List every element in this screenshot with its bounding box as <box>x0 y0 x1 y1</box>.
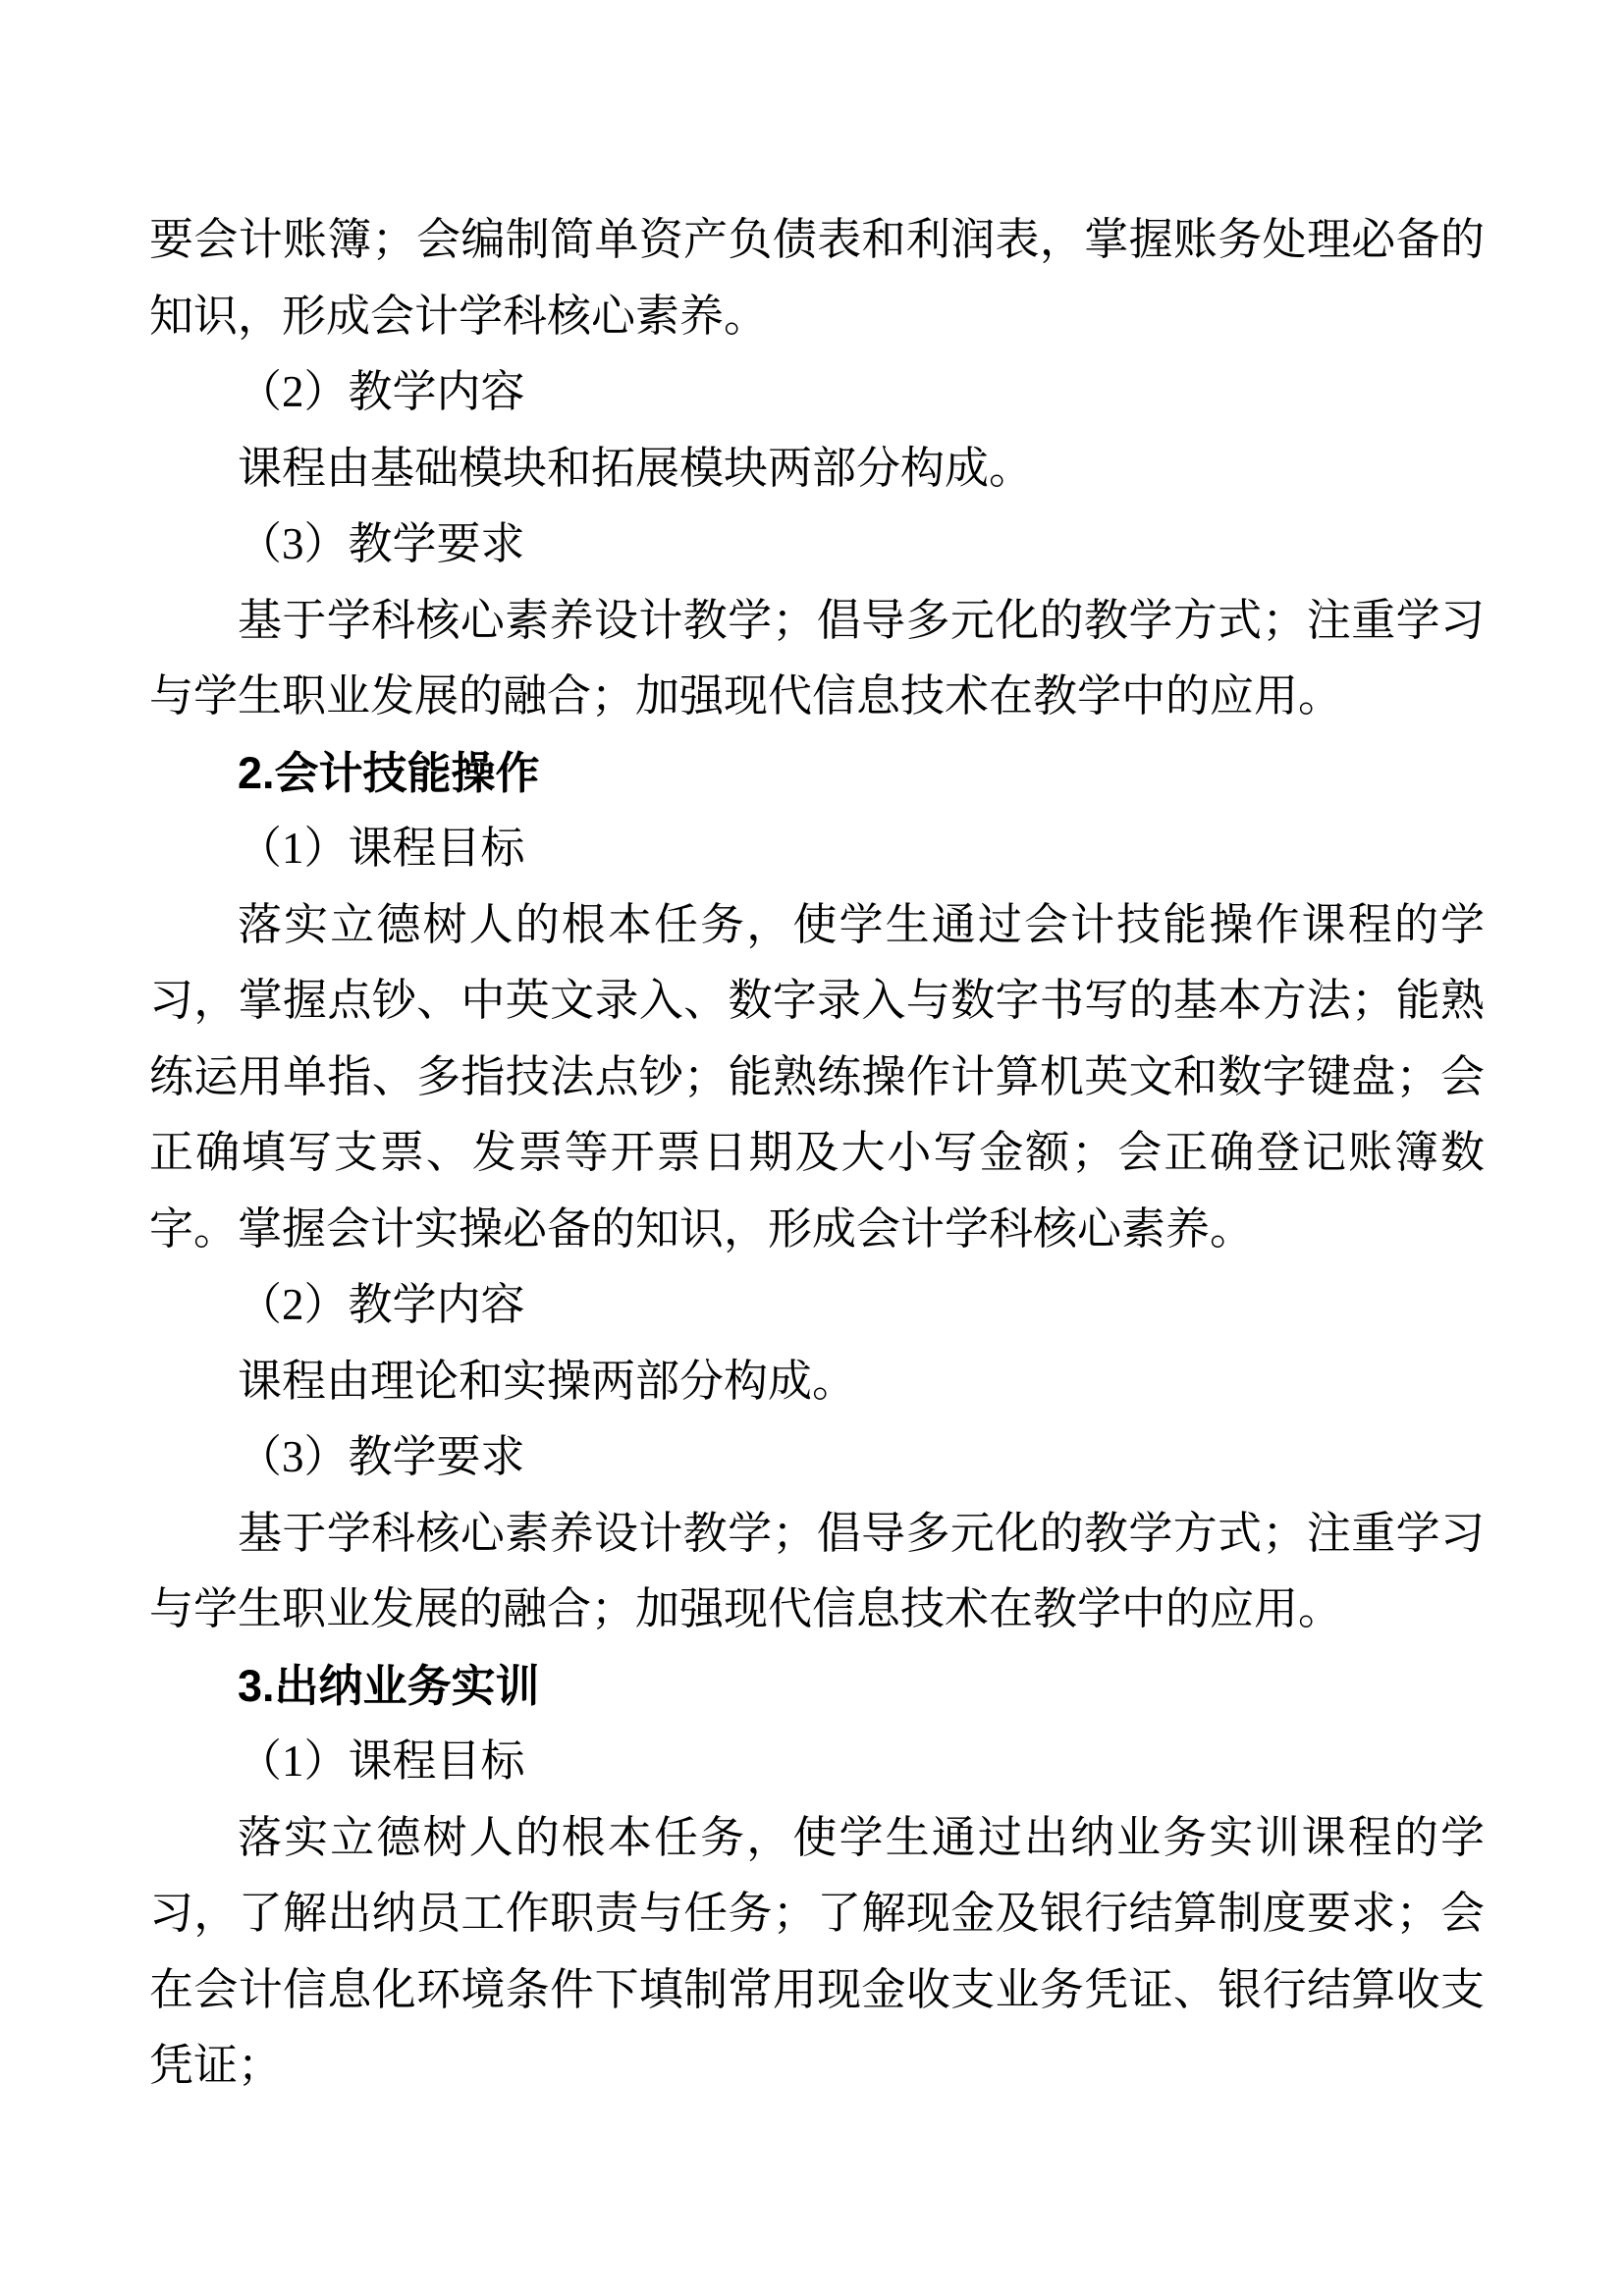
section-heading: 3.出纳业务实训 <box>238 1660 540 1711</box>
paragraph: 课程由理论和实操两部分构成。 <box>238 1356 857 1406</box>
paragraph: （2）教学内容 <box>238 1280 525 1329</box>
paragraph: （3）教学要求 <box>238 519 525 568</box>
paragraph: 落实立德树人的根本任务，使学生通过会计技能操作课程的学习，掌握点钞、中英文录入、数字录入与数字书写的基本方法；能熟练运用单指、多指技法点钞；能熟练操作计算机英文和数字键盘；会正确填写支票、发票等开票日期及大小写金额；会正确登记账簿数字。掌握会计实操必备的知识，形成会计学科核心素养。 <box>149 899 1485 1254</box>
paragraph: 要会计账簿；会编制简单资产负债表和利润表，掌握账务处理必备的知识，形成会计学科核心素养。 <box>149 215 1485 341</box>
paragraph: 基于学科核心素养设计教学；倡导多元化的教学方式；注重学习与学生职业发展的融合；加强现代信息技术在教学中的应用。 <box>149 1508 1485 1633</box>
section-heading: 2.会计技能操作 <box>238 747 540 798</box>
paragraph: （1）课程目标 <box>238 1736 525 1786</box>
paragraph: 基于学科核心素养设计教学；倡导多元化的教学方式；注重学习与学生职业发展的融合；加强现代信息技术在教学中的应用。 <box>149 595 1485 721</box>
paragraph: （1）课程目标 <box>238 824 525 873</box>
paragraph: （3）教学要求 <box>238 1432 525 1481</box>
paragraph: （2）教学内容 <box>238 367 525 416</box>
paragraph: 落实立德树人的根本任务，使学生通过出纳业务实训课程的学习，了解出纳员工作职责与任务；了解现金及银行结算制度要求；会在会计信息化环境条件下填制常用现金收支业务凭证、银行结算收支凭证； <box>149 1812 1485 2090</box>
paragraph: 课程由基础模块和拓展模块两部分构成。 <box>238 443 1034 493</box>
text-column <box>149 202 1485 2105</box>
